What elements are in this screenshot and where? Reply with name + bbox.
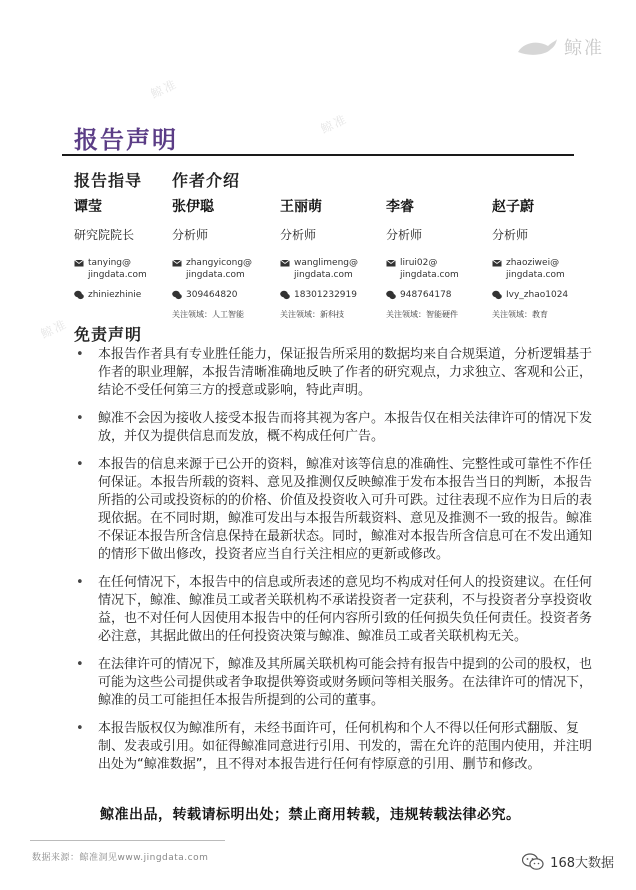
email-domain[interactable]: jingdata.com: [88, 270, 147, 280]
footer-source: 数据来源：鲸准洞见www.jingdata.com: [32, 853, 209, 863]
wechat-row: [492, 289, 600, 301]
brand-name: 鲸准: [564, 38, 604, 59]
wechat-icon: [74, 290, 84, 300]
footer-divider: [30, 840, 225, 841]
disclaimer-item: • 本报告版权仅为鲸准所有，未经书面许可，任何机构和个人不得以任何形式翻版、复制、发表或引用。如征得鲸准同意进行引用、刊发的，需在允许的范围内使用，并注明出处为“鲸准数据”，且不得对本报告进行任何有悖原意的引用、删节和修改。: [72, 720, 596, 774]
disclaimer-item: • 在法律许可的情况下，鲸准及其所属关联机构可能会持有报告中提到的公司的股权，也可能为这些公司提供或者争取提供筹资或财务顾问等相关服务。在法律许可的情况下，鲸准的员工可能担任本报告所提到的公司的董事。: [72, 656, 596, 710]
wechat-id: 948764178: [400, 290, 452, 300]
email-domain[interactable]: jingdata.com: [400, 270, 459, 280]
wechat-icon: [386, 290, 396, 300]
person-role: 分析师: [172, 228, 209, 242]
whale-icon: [516, 36, 558, 58]
disclaimer-item: • 在任何情况下，本报告中的信息或所表述的意见均不构成对任何人的投资建议。在任何情况下，鲸准、鲸准员工或者关联机构不承诺投资者一定获利，不与投资者分享投资收益，也不对任何人因使用本报告中的任何内容所引致的任何损失负任何责任。投资者务必注意，其据此做出的任何投资决策与鲸准、鲸准员工或者关联机构无关。: [72, 574, 596, 646]
focus-area: 关注领域：人工智能: [172, 310, 244, 319]
email-text[interactable]: lirui02@: [400, 258, 438, 268]
email-text[interactable]: zhaoziwei@: [506, 258, 560, 268]
email-row: [74, 257, 182, 281]
focus-area: 关注领域：智能硬件: [386, 310, 458, 319]
title-divider: [62, 154, 574, 156]
email-domain[interactable]: jingdata.com: [294, 270, 353, 280]
email-row: [492, 257, 600, 281]
person-role: 分析师: [492, 228, 529, 242]
person-role: 研究院院长: [74, 228, 135, 242]
email-text[interactable]: tanying@: [88, 258, 131, 268]
page-title: 报告声明: [74, 126, 178, 154]
email-text[interactable]: zhangyicong@: [186, 258, 253, 268]
disclaimer-item: • 鲸准不会因为接收人接受本报告而将其视为客户。本报告仅在相关法律许可的情况下发放，并仅为提供信息而发放，概不构成任何广告。: [72, 410, 596, 446]
disclaimer-list: [72, 346, 596, 784]
person-card: [172, 196, 280, 320]
brand-logo: [516, 34, 604, 60]
person-name: 谭莹: [74, 199, 102, 215]
person-role: 分析师: [280, 228, 317, 242]
wechat-row: [280, 289, 388, 301]
wechat-row: [74, 289, 182, 301]
wechat-id: 18301232919: [294, 290, 357, 300]
closing-statement: 鲸准出品，转载请标明出处；禁止商用转载，违规转载法律必究。: [100, 807, 521, 823]
focus-area: 关注领域：新科技: [280, 310, 344, 319]
watermark: 鲸准: [38, 316, 70, 342]
mail-icon: [74, 258, 84, 268]
person-name: 王丽萌: [280, 199, 322, 215]
disclaimer-item: • 本报告作者具有专业胜任能力，保证报告所采用的数据均来自合规渠道，分析逻辑基于作者的职业理解，本报告清晰准确地反映了作者的研究观点，力求独立、客观和公正，结论不受任何第三方的授意或影响，特此声明。: [72, 346, 596, 400]
wechat-account-name: 168大数据: [550, 856, 614, 871]
email-domain[interactable]: jingdata.com: [506, 270, 565, 280]
section-disclaimer: 免责声明: [74, 325, 143, 344]
wechat-icon: [280, 290, 290, 300]
mail-icon: [386, 258, 396, 268]
wechat-account: [522, 852, 614, 871]
mail-icon: [280, 258, 290, 268]
email-row: [280, 257, 388, 281]
wechat-id: 309464820: [186, 290, 238, 300]
person-name: 赵子蔚: [492, 199, 534, 215]
email-row: [172, 257, 280, 281]
wechat-icon: [522, 853, 544, 871]
person-card: [280, 196, 388, 320]
disclaimer-item: • 本报告的信息来源于已公开的资料，鲸准对该等信息的准确性、完整性或可靠性不作任何保证。本报告所载的资料、意见及推测仅反映鲸准于发布本报告当日的判断，本报告所指的公司或投资标的的价格、价值及投资收入可升可跌。过往表现不应作为日后的表现依据。在不同时期，鲸准可发出与本报告所载资料、意见及推测不一致的报告。鲸准不保证本报告所含信息保持在最新状态。同时，鲸准对本报告所含信息可在不发出通知的情形下做出修改，投资者应当自行关注相应的更新或修改。: [72, 456, 596, 564]
section-authors: 作者介绍: [172, 171, 241, 190]
wechat-id: zhiniezhinie: [88, 290, 142, 300]
wechat-icon: [492, 290, 502, 300]
wechat-row: [172, 289, 280, 301]
person-card: [492, 196, 600, 320]
person-name: 张伊聪: [172, 199, 214, 215]
watermark: 鲸准: [318, 111, 350, 137]
person-card: [74, 196, 182, 301]
watermark: 鲸准: [148, 76, 180, 102]
wechat-row: [386, 289, 494, 301]
mail-icon: [172, 258, 182, 268]
mail-icon: [492, 258, 502, 268]
email-domain[interactable]: jingdata.com: [186, 270, 245, 280]
email-text[interactable]: wanglimeng@: [294, 258, 359, 268]
person-name: 李睿: [386, 199, 414, 215]
focus-area: 关注领域：教育: [492, 310, 548, 319]
email-row: [386, 257, 494, 281]
section-guidance: 报告指导: [74, 171, 143, 190]
person-role: 分析师: [386, 228, 423, 242]
person-card: [386, 196, 494, 320]
wechat-icon: [172, 290, 182, 300]
wechat-id: Ivy_zhao1024: [506, 290, 569, 300]
